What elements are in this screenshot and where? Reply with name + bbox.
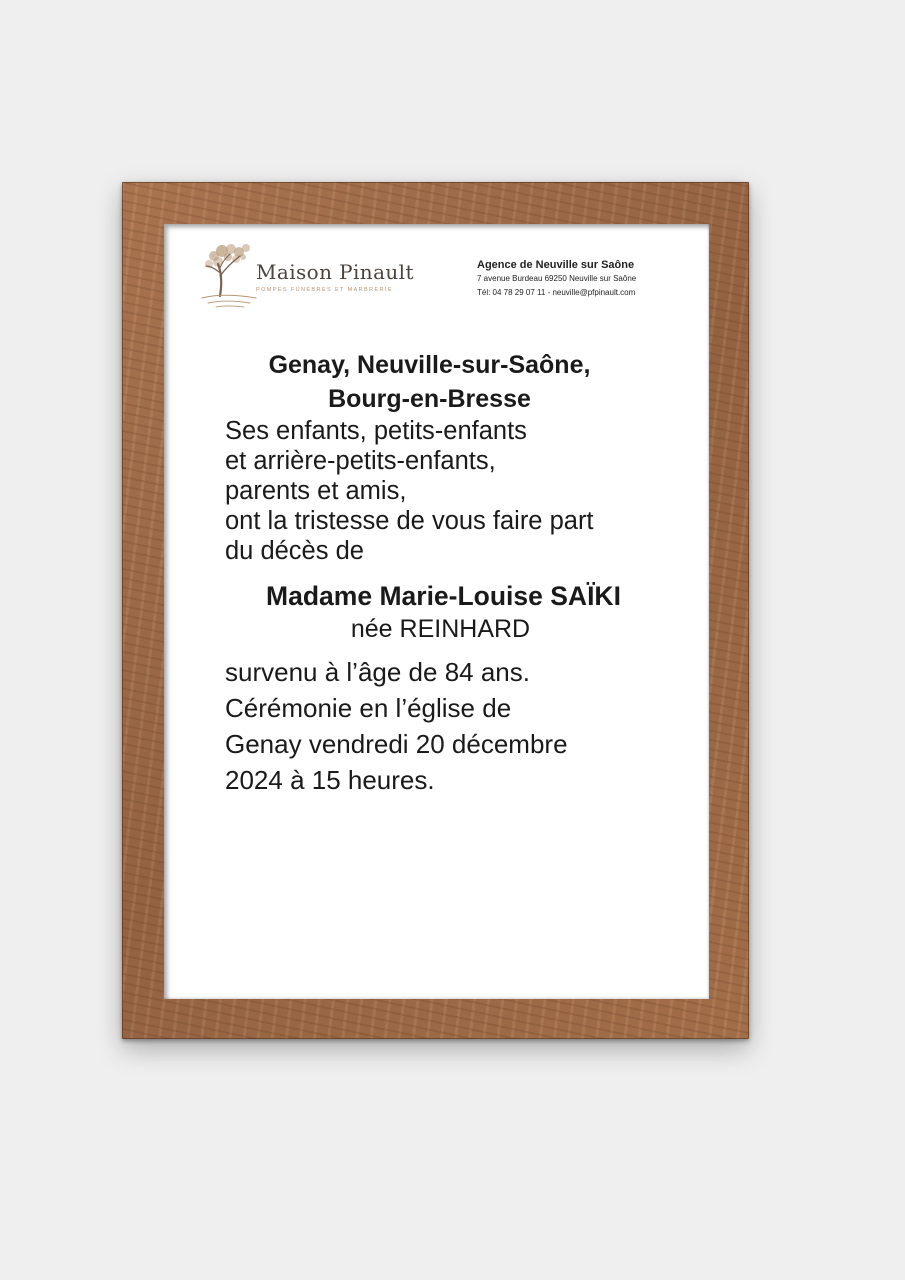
notice-details [225,654,709,798]
agency-name: Agence de Neuville sur Saône [477,259,635,271]
notice-location-line: Genay, Neuville-sur-Saône, [268,351,591,379]
notice-intro [225,416,709,566]
brand-tagline: POMPES FUNÈBRES ET MARBRERIE [256,287,393,293]
detail-line: 2024 à 15 heures. [225,765,435,795]
agency-address: 7 avenue Burdeau 69250 Neuville sur Saône [477,274,637,283]
death-notice-page [164,224,709,999]
detail-line: Cérémonie en l’église de [225,693,512,723]
intro-line: Ses enfants, petits-enfants [225,417,527,445]
intro-line: parents et amis, [225,477,407,505]
agency-contact: Tél: 04 78 29 07 11 - neuville@pfpinault.com [477,288,636,297]
intro-line: du décès de [225,537,364,565]
brand-name: Maison Pinault [256,260,414,284]
maiden-name: née REINHARD [350,615,531,643]
agency-info [477,258,702,300]
notice-location-line: Bourg-en-Bresse [328,385,531,413]
deceased-name: Madame Marie-Louise SAÏKI [266,581,621,611]
picture-frame [122,182,749,1039]
intro-line: ont la tristesse de vous faire part [225,507,594,535]
detail-line: Genay vendredi 20 décembre [225,729,568,759]
detail-line: survenu à l’âge de 84 ans. [225,657,530,687]
intro-line: et arrière-petits-enfants, [225,447,496,475]
notice-body [164,348,709,798]
